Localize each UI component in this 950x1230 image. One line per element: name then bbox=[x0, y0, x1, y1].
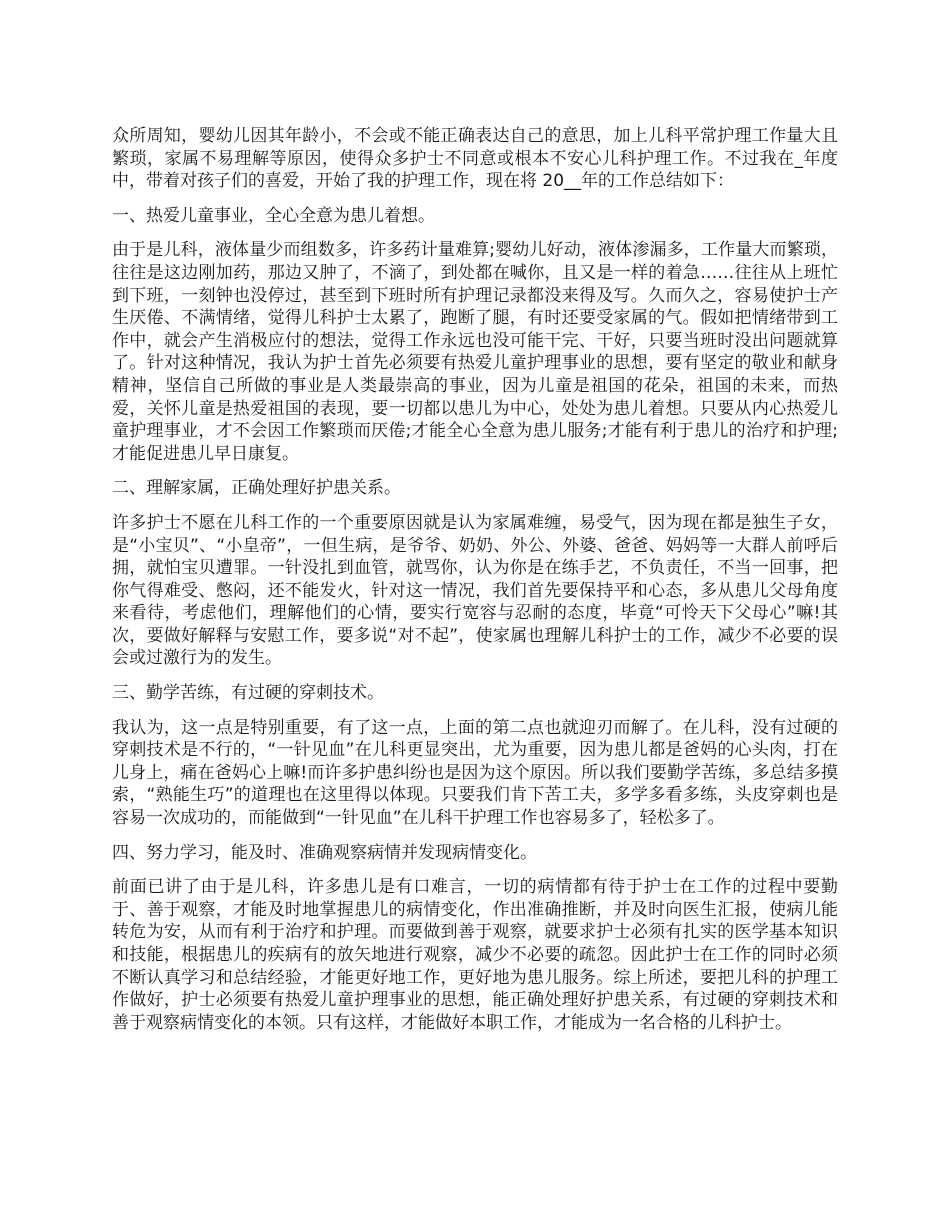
section-heading-4: 四、努力学习，能及时、准确观察病情并发现病情变化。 bbox=[112, 842, 537, 863]
section-body-4: 前面已讲了由于是儿科，许多患儿是有口难言，一切的病情都有待于护士在工作的过程中要勤于、善于观察，才能及时地掌握患儿的病情变化，作出准确推断，并及时向医生汇报，使病儿能转危为安，从而有利于治疗和护理。而要做到善于观察，就要求护士必须有扎实的医学基本知识和技能，根据患儿的疾病有的放矢地进行观察，减少不必要的疏忽。因此护士在工作的同时必须不断认真学习和总结经验，才能更好地工作，更好地为患儿服务。综上所述，要把儿科的护理工作做好，护士必须要有热爱儿童护理事业的思想，能正确处理好护患关系，有过硬的穿刺技术和善于观察病情变化的本领。只有这样，才能做好本职工作，才能成为一名合格的儿科护士。 bbox=[112, 877, 838, 1033]
section-body-1: 由于是儿科，液体量少而组数多，许多药计量难算;婴幼儿好动，液体渗漏多，工作量大而繁琐，往往是这边刚加药，那边又肿了，不滴了，到处都在喊你，且又是一样的着急……往往从上班忙到下班，一刻钟也没停过，甚至到下班时所有护理记录都没来得及写。久而久之，容易使护士产生厌倦、不满情绪，觉得儿科护士太累了，跑断了腿，有时还要受家属的气。假如把情绪带到工作中，就会产生消极应付的想法，觉得工作永远也没可能干完、干好，只要当班时没出问题就算了。针对这种情况，我认为护士首先必须要有热爱儿童护理事业的思想，要有坚定的敬业和献身精神，坚信自己所做的事业是人类最崇高的事业，因为儿童是祖国的花朵，祖国的未来，而热爱，关怀儿童是热爱祖国的表现，要一切都以患儿为中心，处处为患儿着想。只要从内心热爱儿童护理事业，才不会因工作繁琐而厌倦;才能全心全意为患儿服务;才能有利于患儿的治疗和护理;才能促进患儿早日康复。 bbox=[112, 240, 838, 464]
section-heading-2: 二、理解家属，正确处理好护患关系。 bbox=[112, 478, 401, 499]
section-heading-1: 一、热爱儿童事业，全心全意为患儿着想。 bbox=[112, 205, 435, 226]
intro-paragraph: 众所周知，婴幼儿因其年龄小，不会或不能正确表达自己的意思，加上儿科平常护理工作量大且繁琐，家属不易理解等原因，使得众多护士不同意或根本不安心儿科护理工作。不过我在_年度中，带着对孩子们的喜爱，开始了我的护理工作，现在将 20__年的工作总结如下： bbox=[112, 126, 838, 192]
section-body-2: 许多护士不愿在儿科工作的一个重要原因就是认为家属难缠，易受气，因为现在都是独生子女，是“小宝贝”、“小皇帝”，一但生病，是爷爷、奶奶、外公、外婆、爸爸、妈妈等一大群人前呼后拥，就怕宝贝遭罪。一针没扎到血管，就骂你，认为你是在练手艺，不负责任，不当一回事，把你气得难受、憋闷，还不能发火，针对这一情况，我们首先要保持平和心态，多从患儿父母角度来看待，考虑他们，理解他们的心情，要实行宽容与忍耐的态度，毕竟“可怜天下父母心”嘛!其次，要做好解释与安慰工作，要多说“对不起”，使家属也理解儿科护士的工作，减少不必要的误会或过激行为的发生。 bbox=[112, 512, 838, 669]
section-body-3: 我认为，这一点是特别重要，有了这一点，上面的第二点也就迎刃而解了。在儿科，没有过硬的穿刺技术是不行的，“一针见血”在儿科更显突出，尤为重要，因为患儿都是爸妈的心头肉，打在儿身上，痛在爸妈心上嘛!而许多护患纠纷也是因为这个原因。所以我们要勤学苦练，多总结多摸索，“熟能生巧”的道理也在这里得以体现。只要我们肯下苦工夫，多学多看多练，头皮穿刺也是容易一次成功的，而能做到“一针见血”在儿科干护理工作也容易多了，轻松多了。 bbox=[112, 717, 838, 829]
section-heading-3: 三、勤学苦练，有过硬的穿刺技术。 bbox=[112, 683, 384, 704]
